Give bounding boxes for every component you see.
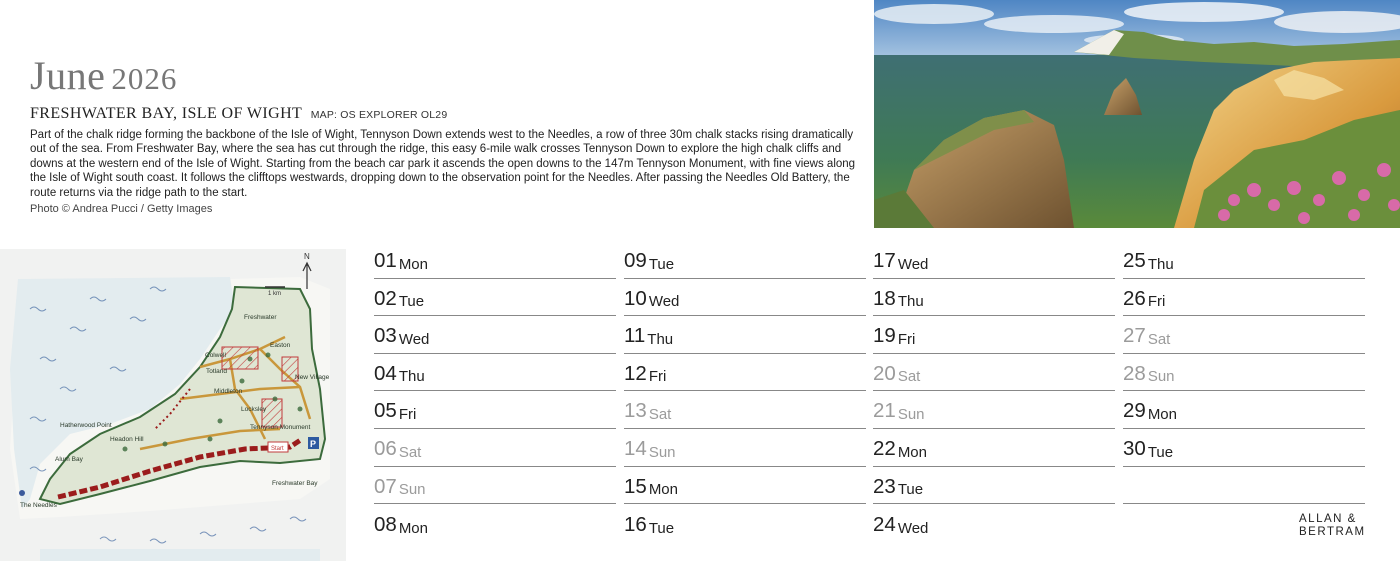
day-row — [374, 429, 616, 467]
day-row — [624, 504, 866, 542]
day-number: 24 — [873, 513, 896, 537]
day-name: Thu — [1147, 255, 1174, 273]
day-number: 09 — [624, 249, 647, 273]
walk-heading — [30, 105, 447, 123]
day-number: 06 — [374, 437, 397, 461]
day-row — [1123, 429, 1365, 467]
day-name: Fri — [648, 368, 667, 386]
day-name: Sat — [897, 368, 921, 386]
day-row — [873, 391, 1115, 429]
days-column-1 — [374, 241, 616, 542]
photo-credit: Photo © Andrea Pucci / Getty Images — [30, 203, 213, 215]
day-row — [873, 279, 1115, 317]
day-row — [624, 429, 866, 467]
days-column-4 — [1123, 241, 1365, 542]
day-number: 25 — [1123, 249, 1146, 273]
map-start-label: Start — [271, 446, 284, 452]
days-column-3 — [873, 241, 1115, 542]
day-name: Sun — [398, 481, 426, 499]
day-name: Mon — [1147, 405, 1177, 423]
day-row — [374, 467, 616, 505]
day-name: Thu — [897, 293, 924, 311]
coastal-photo-image — [874, 0, 1400, 228]
day-number: 11 — [624, 324, 646, 348]
publisher-logo — [1299, 513, 1366, 538]
day-row — [624, 279, 866, 317]
day-name: Fri — [897, 330, 916, 348]
day-row — [873, 504, 1115, 542]
day-name: Sun — [648, 443, 676, 461]
day-number: 07 — [374, 474, 397, 498]
day-number: 04 — [374, 361, 397, 385]
day-number: 22 — [873, 437, 896, 461]
day-number: 03 — [374, 324, 397, 348]
day-name: Wed — [897, 255, 929, 273]
map-north-label: N — [304, 252, 310, 261]
day-row — [624, 316, 866, 354]
month-name: June — [30, 53, 106, 98]
day-name: Sun — [1147, 368, 1175, 386]
day-row — [374, 316, 616, 354]
day-number: 19 — [873, 324, 896, 348]
day-row — [873, 354, 1115, 392]
day-name: Mon — [897, 443, 927, 461]
day-name: Wed — [897, 519, 929, 537]
route-map-drawing — [0, 249, 346, 561]
map-label-freshwater-bay: Freshwater Bay — [272, 480, 318, 487]
day-row — [1123, 391, 1365, 429]
day-name: Fri — [398, 405, 417, 423]
map-label-locksley: Locksley — [241, 406, 267, 413]
map-label-totland: Totland — [206, 368, 227, 375]
day-number: 16 — [624, 513, 647, 537]
map-label-alum: Alum Bay — [55, 456, 83, 463]
day-number: 12 — [624, 361, 647, 385]
day-name: Fri — [1147, 293, 1166, 311]
map-label-colwell: Colwell — [205, 352, 226, 359]
lighthouse-icon — [19, 490, 25, 496]
day-number: 10 — [624, 286, 647, 310]
day-row — [624, 354, 866, 392]
month-title — [30, 52, 177, 99]
day-name: Tue — [897, 481, 924, 499]
day-number: 05 — [374, 399, 397, 423]
day-name: Tue — [648, 519, 675, 537]
day-name: Wed — [398, 330, 430, 348]
map-label-monument: Tennyson Monument — [250, 424, 311, 431]
day-name: Tue — [648, 255, 675, 273]
day-row — [1123, 241, 1365, 279]
day-number: 21 — [873, 399, 896, 423]
map-label-middleton: Middleton — [214, 388, 243, 395]
days-column-2 — [624, 241, 866, 542]
day-number: 26 — [1123, 286, 1146, 310]
day-name: Sat — [648, 405, 672, 423]
map-parking-label: P — [310, 439, 317, 449]
day-name: Wed — [648, 293, 680, 311]
day-row — [1123, 316, 1365, 354]
day-name: Sat — [398, 443, 422, 461]
walk-description: Part of the chalk ridge forming the backbone of the Isle of Wight, Tennyson Down extends west to the Needles, a row of three 30m chalk stacks rising dramatically out of the sea. From Freshwater Bay, where the sea has cut through the ridge, this easy 6-mile walk crosses Tennyson Down to explore the high chalk cliffs and downs at the western end of the Isle of Wight. Starting from the beach car park it ascends the open downs to the 147m Tennyson Monument, with fine views along the Isle of Wight south coast. It follows the clifftops westwards, dropping down to the observation point for the Needles. After passing the Needles Old Battery, the route returns via the ridge path to the start. — [30, 129, 856, 199]
day-number: 27 — [1123, 324, 1146, 348]
map-label-hatherwood: Hatherwood Point — [60, 422, 112, 429]
day-number: 23 — [873, 474, 896, 498]
map-label-freshwater: Freshwater — [244, 314, 277, 321]
day-row — [624, 241, 866, 279]
day-name: Tue — [1147, 443, 1174, 461]
map-scale-label: 1 km — [268, 291, 282, 297]
day-row — [873, 316, 1115, 354]
day-row-empty — [1123, 467, 1365, 505]
day-number: 30 — [1123, 437, 1146, 461]
day-row — [374, 241, 616, 279]
day-number: 02 — [374, 286, 397, 310]
day-name: Thu — [398, 368, 425, 386]
day-number: 17 — [873, 249, 896, 273]
route-map — [0, 249, 346, 561]
map-label-headon: Headon Hill — [110, 436, 144, 443]
day-row — [374, 279, 616, 317]
coastal-photo — [874, 0, 1400, 228]
day-name: Mon — [398, 519, 428, 537]
day-row — [624, 467, 866, 505]
day-number: 15 — [624, 474, 647, 498]
day-number: 28 — [1123, 361, 1146, 385]
day-name: Tue — [398, 293, 425, 311]
day-row — [873, 467, 1115, 505]
day-number: 08 — [374, 513, 397, 537]
map-label-easton: Easton — [270, 342, 291, 349]
day-row — [374, 504, 616, 542]
day-name: Sun — [897, 405, 925, 423]
publisher-logo-line-1: ALLAN & — [1299, 513, 1357, 525]
map-label-new-village: New Village — [295, 374, 330, 381]
day-row — [1123, 354, 1365, 392]
day-row — [624, 391, 866, 429]
day-row — [873, 241, 1115, 279]
day-number: 20 — [873, 361, 896, 385]
walk-title: FRESHWATER BAY, ISLE OF WIGHT — [30, 105, 303, 122]
day-row — [1123, 279, 1365, 317]
map-label-needles: The Needles — [20, 502, 57, 509]
day-number: 18 — [873, 286, 896, 310]
day-number: 14 — [624, 437, 647, 461]
day-number: 13 — [624, 399, 647, 423]
map-reference: MAP: OS EXPLORER OL29 — [310, 109, 448, 121]
publisher-logo-line-2: BERTRAM — [1299, 525, 1366, 538]
day-name: Thu — [647, 330, 674, 348]
day-name: Mon — [648, 481, 678, 499]
day-name: Mon — [398, 255, 428, 273]
day-name: Sat — [1147, 330, 1171, 348]
day-number: 29 — [1123, 399, 1146, 423]
day-row — [374, 391, 616, 429]
day-row — [873, 429, 1115, 467]
day-number: 01 — [374, 249, 397, 273]
day-row — [374, 354, 616, 392]
year: 2026 — [111, 61, 178, 96]
